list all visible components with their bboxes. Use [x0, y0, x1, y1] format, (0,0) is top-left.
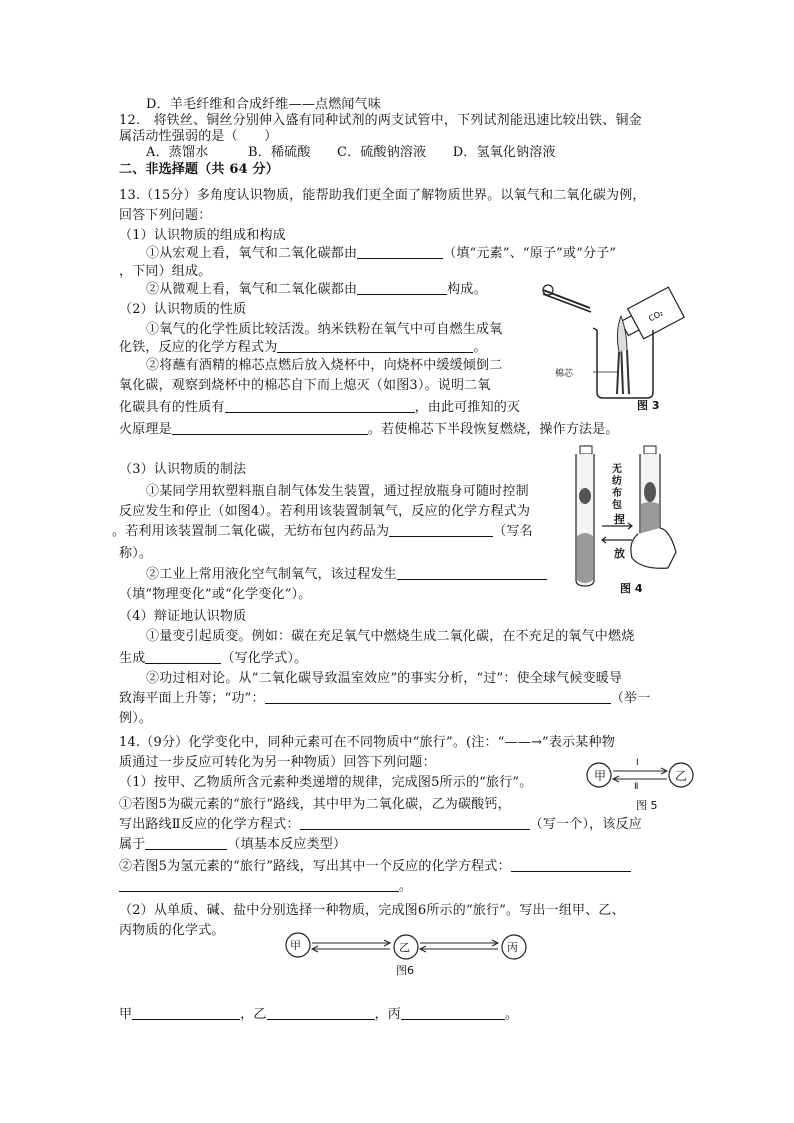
- q13-2-2-cont3: 火原理是 。若使棉芯下半段恢复燃烧，操作方法是。: [119, 422, 619, 437]
- fig6-node-b: 乙: [399, 941, 410, 954]
- figure-5-caption: 图 5: [636, 799, 658, 812]
- q13-3-1-cont2: 。若利用该装置制二氧化碳，无纺布包内药品为 （写名: [112, 524, 533, 539]
- answer-blank[interactable]: [265, 691, 611, 704]
- q13-part3-heading: （3）认识物质的制法: [119, 462, 247, 477]
- q13-3-1-cont: 反应发生和停止（如图4）。若利用该装置制氧气，反应的化学方程式为: [119, 504, 531, 519]
- fig6-node-c: 丙: [507, 941, 518, 954]
- q13-3-2: ②工业上常用液化空气制氧气，该过程发生: [146, 567, 547, 583]
- q13-part1-heading: （1）认识物质的组成和构成: [119, 228, 286, 243]
- answer-blank[interactable]: [145, 651, 221, 664]
- question-12-cont: 属活动性强弱的是（ ）: [119, 129, 278, 144]
- question-12-options: A．蒸馏水 B．稀硫酸 C．硫酸钠溶液 D．氢氧化钠溶液: [146, 145, 556, 160]
- figure-4: [572, 440, 682, 590]
- answer-blank-a[interactable]: [132, 1007, 240, 1020]
- q13-3-1: ①某同学用软塑料瓶自制气体发生装置，通过捏放瓶身可随时控制: [146, 484, 529, 499]
- fig5-node-a: 甲: [594, 769, 607, 783]
- co2-label: CO₂: [647, 308, 665, 324]
- q13-3-2-cont: （填“物理变化”或“化学变化”）。: [119, 587, 312, 602]
- q13-2-2-cont: 氧化碳，观察到烧杯中的棉芯自下而上熄灭（如图3）。说明二氧: [119, 378, 491, 393]
- q13-4-1: ①量变引起质变。例如：碳在充足氧气中燃烧生成二氧化碳，在不充足的氧气中燃烧: [146, 629, 635, 644]
- q14-part2-cont: 丙物质的化学式。: [119, 923, 225, 938]
- answer-blank[interactable]: [397, 567, 547, 580]
- figure-3-caption: 图 3: [637, 399, 660, 412]
- q13-1-1-cont: ，下同）组成。: [119, 264, 212, 279]
- answer-blank-b[interactable]: [267, 1007, 375, 1020]
- q14-1-2-cont: 。: [119, 879, 412, 895]
- fig6-node-a: 甲: [290, 939, 301, 952]
- fig5-route-2: Ⅱ: [634, 782, 639, 792]
- answer-blank[interactable]: [357, 282, 447, 295]
- q13-part4-heading: （4）辩证地认识物质: [119, 609, 247, 624]
- q13-part2-heading: （2）认识物质的性质: [119, 302, 247, 317]
- q13-2-1: ①氧气的化学性质比较活泼。纳米铁粉在氧气中可自燃生成氧: [146, 322, 503, 337]
- question-13-cont: 回答下列问题：: [119, 208, 212, 223]
- q13-4-2: ②功过相对论。从“二氧化碳导致温室效应”的事实分析，“过”：使全球气候变暖导: [146, 671, 623, 686]
- answer-blank[interactable]: [389, 524, 493, 537]
- q14-1-1-cont: 写出路线Ⅱ反应的化学方程式： （写一个），该反应: [119, 817, 642, 832]
- figure-4-caption: 图 4: [620, 582, 643, 595]
- q13-2-2: ②将蘸有酒精的棉芯点燃后放入烧杯中，向烧杯中缓缓倾倒二: [146, 358, 503, 373]
- question-13: 13.（15分）多角度认识物质，能帮助我们更全面了解物质世界。以氧气和二氧化碳为例，: [119, 188, 646, 203]
- figure-3: [535, 272, 685, 412]
- q13-2-2-cont2: 化碳具有的性质有 ，由此可推知的灭: [119, 400, 521, 415]
- section-heading: 二、非选择题（共 64 分）: [119, 162, 279, 177]
- figure-6-caption: 图6: [396, 964, 414, 977]
- q14-answer-line: 甲 ，乙 ，丙 。: [119, 1007, 519, 1022]
- answer-blank[interactable]: [119, 879, 399, 892]
- answer-blank-c[interactable]: [401, 1007, 505, 1020]
- question-14-cont: 质通过一步反应可转化为另一种物质）回答下列问题：: [119, 755, 436, 770]
- wick-label: 棉芯: [555, 369, 574, 379]
- option-d-q11: D．羊毛纤维和合成纤维——点燃闻气味: [146, 97, 382, 112]
- q13-4-2-cont2: 例）。: [119, 711, 153, 726]
- q14-1-1-cont2: 属于 （填基本反应类型）: [119, 837, 347, 852]
- question-14: 14.（9分）化学变化中，同种元素可在不同物质中“旅行”。(注：“——→”表示某种物: [119, 735, 615, 750]
- answer-blank[interactable]: [300, 817, 530, 830]
- q13-2-1-cont: 化铁，反应的化学方程式为 。: [119, 340, 487, 355]
- bag-label: 无纺布包: [612, 464, 622, 511]
- q13-1-2: ②从微观上看，氧气和二氧化碳都由 构成。: [146, 282, 487, 297]
- answer-blank[interactable]: [277, 340, 473, 353]
- fig5-route-1: Ⅰ: [636, 758, 639, 768]
- answer-blank[interactable]: [357, 246, 443, 259]
- q13-4-2-cont: 致海平面上升等；“功”： （举一: [119, 691, 651, 706]
- squeeze-label: 捏: [614, 513, 625, 526]
- answer-blank[interactable]: [225, 400, 415, 413]
- answer-blank[interactable]: [172, 422, 368, 435]
- q13-4-1-cont: 生成 （写化学式）。: [119, 651, 308, 666]
- release-label: 放: [614, 547, 625, 560]
- q13-3-1-cont3: 称）。: [119, 546, 153, 561]
- q13-1-1: ①从宏观上看，氧气和二氧化碳都由 （填“元素”、“原子”或“分子”: [146, 246, 617, 261]
- q14-1-1: ①若图5为碳元素的“旅行”路线，其中甲为二氧化碳，乙为碳酸钙，: [119, 797, 511, 812]
- q14-1-2: ②若图5为氢元素的“旅行”路线，写出其中一个反应的化学方程式：: [119, 859, 631, 875]
- answer-blank[interactable]: [145, 837, 227, 850]
- answer-blank[interactable]: [511, 859, 631, 872]
- question-12: 12. 将铁丝、铜丝分别伸入盛有同种试剂的两支试管中，下列试剂能迅速比较出铁、铜金: [119, 113, 642, 128]
- q14-part1: （1）按甲、乙物质所含元素种类递增的规律，完成图5所示的“旅行”。: [119, 775, 533, 790]
- fig5-node-b: 乙: [675, 769, 688, 783]
- q14-part2: （2）从单质、碱、盐中分别选择一种物质，完成图6所示的“旅行”。写出一组甲、乙、: [119, 903, 625, 918]
